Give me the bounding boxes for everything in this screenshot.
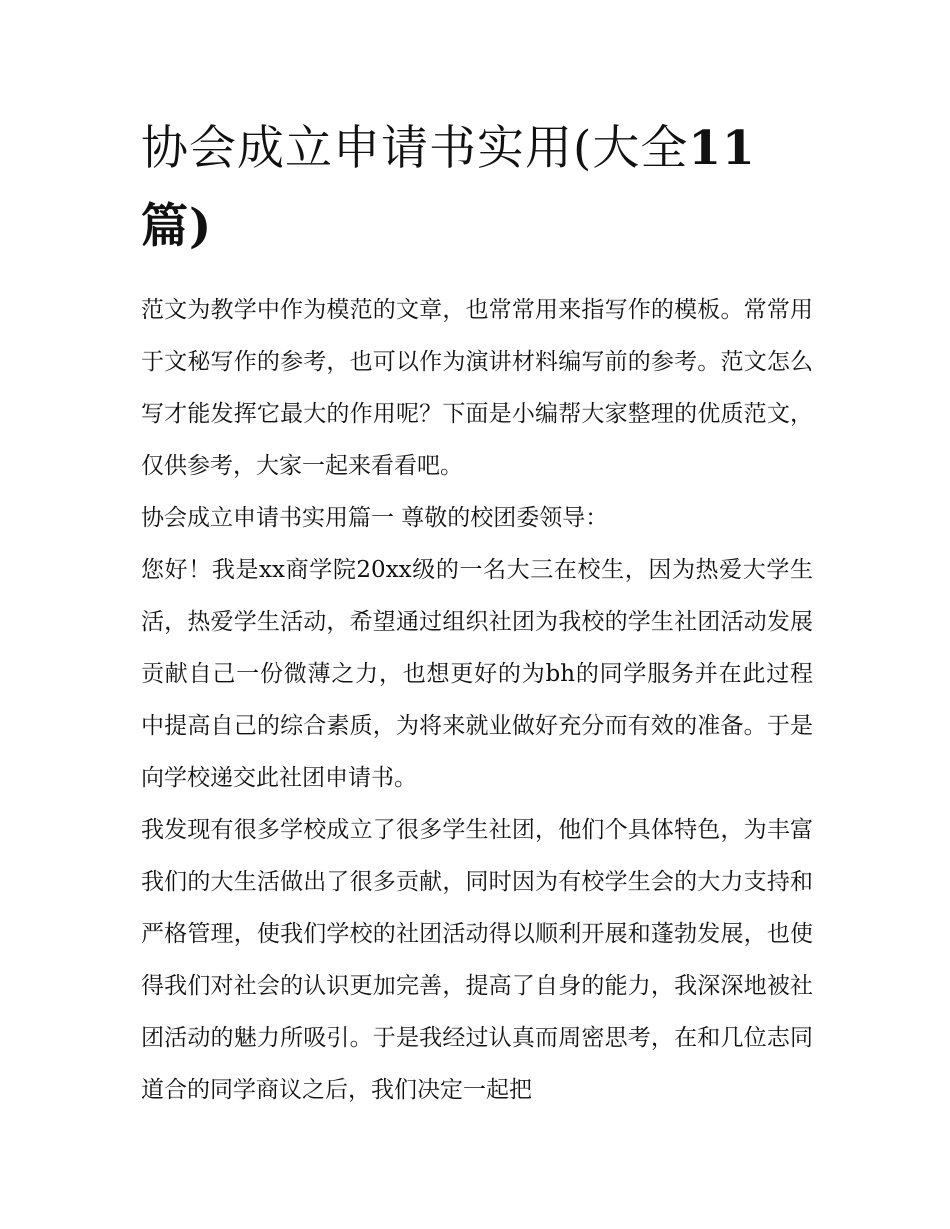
intro-paragraph: 范文为教学中作为模范的文章，也常常用来指写作的模板。常常用于文秘写作的参考，也可以作为演讲材料编写前的参考。范文怎么写才能发挥它最大的作用呢？下面是小编帮大家整理的优质范文，仅供参考，大家一起来看看吧。 [141,297,813,479]
document-title [141,110,813,266]
body-paragraph-1: 您好！我是xx商学院20xx级的一名大三在校生，因为热爱大学生活，热爱学生活动，希望通过组织社团为我校的学生社团活动发展贡献自己一份微薄之力，也想更好的为bh的同学服务并在此过程中提高自己的综合素质，为将来就业做好充分而有效的准备。于是向学校递交此社团申请书。 [141,557,813,791]
title-text-part3: 11篇) [141,121,756,254]
title-text-part1: 协会成立申请书实用( [141,121,593,176]
document-body [141,110,813,1116]
section-heading-paragraph: 协会成立申请书实用篇一 尊敬的校团委领导： [141,505,609,531]
body-paragraph-2: 我发现有很多学校成立了很多学生社团，他们个具体特色，为丰富我们的大生活做出了很多贡献，同时因为有校学生会的大力支持和严格管理，使我们学校的社团活动得以顺利开展和蓬勃发展，也使得我们对社会的认识更加完善，提高了自身的能力，我深深地被社团活动的魅力所吸引。于是我经过认真而周密思考，在和几位志同道合的同学商议之后，我们决定一起把 [141,817,813,1103]
title-text-part2: 大全 [592,121,689,176]
